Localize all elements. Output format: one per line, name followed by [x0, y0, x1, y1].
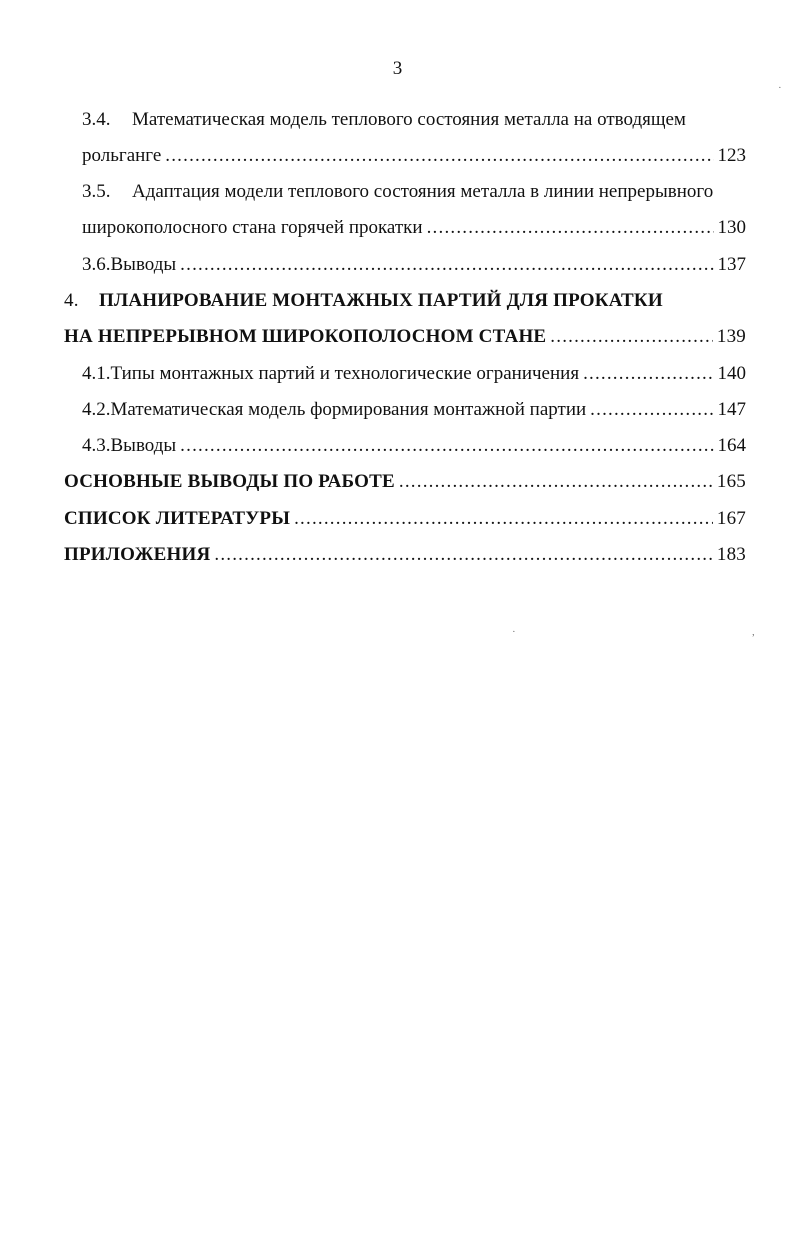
toc-section-title: ПРИЛОЖЕНИЯ [64, 544, 211, 565]
toc-entry-title: Математическая модель формирования монтажной партии [110, 399, 587, 420]
toc-page-number: 139 [716, 326, 746, 347]
toc-chapter-title: ПЛАНИРОВАНИЕ МОНТАЖНЫХ ПАРТИЙ ДЛЯ ПРОКАТКИ [99, 290, 663, 311]
scan-speck: · [778, 82, 782, 94]
scan-speck: , [752, 626, 755, 638]
toc-entry-title: Типы монтажных партий и технологические ограничения [110, 363, 580, 384]
toc-entry-title: Выводы [110, 435, 177, 456]
dot-leader [399, 469, 713, 495]
toc-page-number: 183 [716, 544, 746, 565]
toc-page-number: 130 [717, 217, 746, 238]
toc-chapter-4-line1 [64, 288, 663, 314]
toc-page-number: 140 [717, 363, 746, 384]
toc-entry-3-4-line2[interactable] [82, 143, 746, 169]
toc-entry-number: 4.1. [82, 363, 111, 384]
toc-entry-number: 3.6. [82, 254, 111, 275]
toc-page-number: 165 [716, 471, 746, 492]
toc-entry-4-3[interactable] [82, 433, 746, 459]
toc-references[interactable] [64, 506, 746, 532]
dot-leader [180, 252, 713, 278]
toc-entry-3-6[interactable] [82, 252, 746, 278]
toc-entry-3-4-line1 [82, 107, 686, 133]
toc-entry-3-5-line1 [82, 179, 713, 205]
toc-chapter-title-continued: НА НЕПРЕРЫВНОМ ШИРОКОПОЛОСНОМ СТАНЕ [64, 326, 547, 347]
toc-page-number: 147 [717, 399, 746, 420]
toc-section-title: ОСНОВНЫЕ ВЫВОДЫ ПО РАБОТЕ [64, 471, 395, 492]
toc-entry-title: Математическая модель теплового состояния металла на отводящем [132, 109, 686, 130]
toc-chapter-4-line2[interactable] [64, 324, 746, 350]
dot-leader [180, 433, 713, 459]
dot-leader [583, 361, 713, 387]
toc-page-number: 167 [716, 508, 746, 529]
toc-section-title: СПИСОК ЛИТЕРАТУРЫ [64, 508, 291, 529]
toc-entry-title: Выводы [110, 254, 177, 275]
toc-page-number: 123 [717, 145, 746, 166]
dot-leader [294, 506, 713, 532]
toc-entry-4-2[interactable] [82, 397, 746, 423]
dot-leader [550, 324, 713, 350]
toc-entry-number: 3.5. [82, 181, 111, 202]
dot-leader [165, 143, 713, 169]
toc-appendices[interactable] [64, 542, 746, 568]
toc-entry-number: 4.2. [82, 399, 111, 420]
scan-speck: · [512, 626, 516, 638]
toc-entry-number: 3.4. [82, 109, 111, 130]
toc-entry-4-1[interactable] [82, 361, 746, 387]
dot-leader [214, 542, 713, 568]
toc-chapter-number: 4. [64, 290, 79, 311]
toc-entry-title-continued: широкополосного стана горячей прокатки [82, 217, 423, 238]
toc-page-number: 164 [717, 435, 746, 456]
toc-entry-number: 4.3. [82, 435, 111, 456]
toc-entry-title: Адаптация модели теплового состояния металла в линии непрерывного [132, 181, 714, 202]
toc-conclusions[interactable] [64, 469, 746, 495]
toc-entry-3-5-line2[interactable] [82, 215, 746, 241]
toc-entry-title-continued: рольганге [82, 145, 162, 166]
dot-leader [427, 215, 714, 241]
toc-page-number: 137 [717, 254, 746, 275]
dot-leader [590, 397, 713, 423]
page-number: 3 [392, 58, 403, 79]
